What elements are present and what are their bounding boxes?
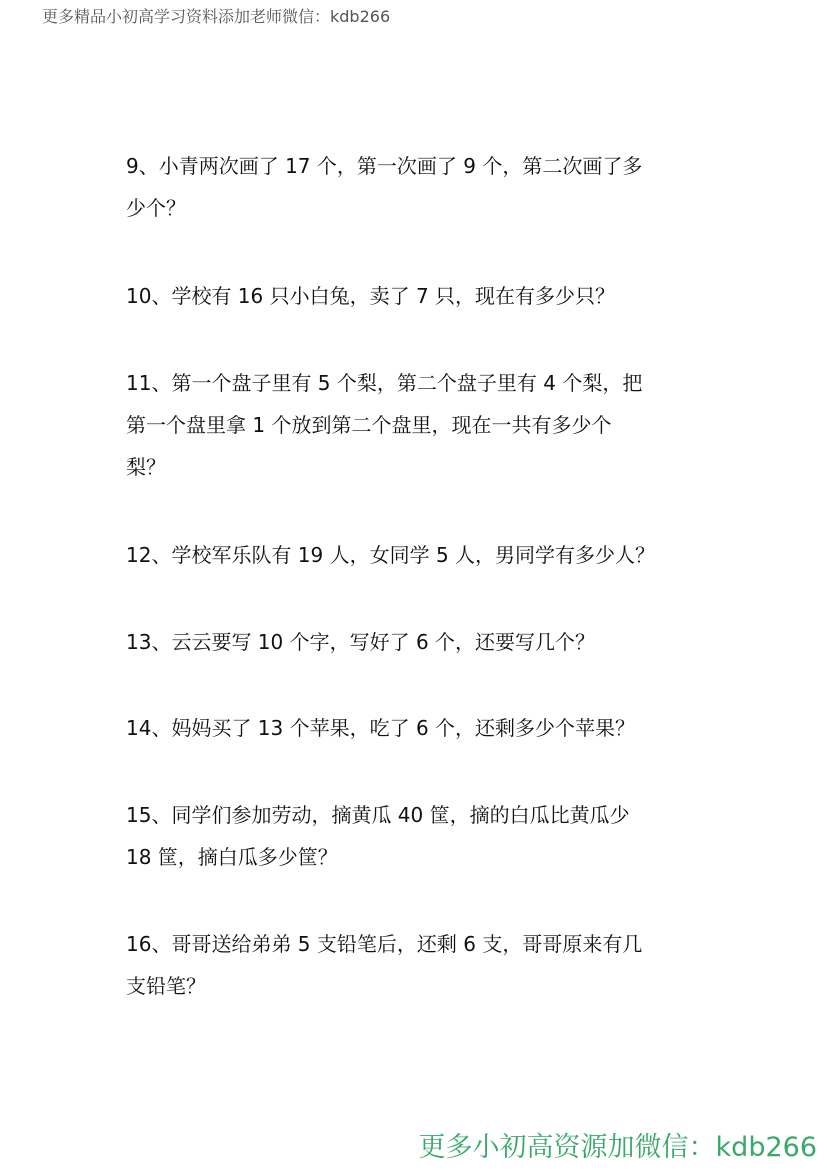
question-15 [126,794,630,878]
question-11 [126,362,642,488]
question-line: 9、小青两次画了 17 个，第一次画了 9 个，第二次画了多 [126,154,643,178]
question-13 [126,621,595,663]
header-watermark-text: 更多精品小初高学习资料添加老师微信：kdb266 [42,7,391,26]
question-line: 梨？ [126,455,166,479]
question-12 [126,534,655,576]
question-line: 第一个盘里拿 1 个放到第二个盘里，现在一共有多少个 [126,413,612,437]
question-line: 14、妈妈买了 13 个苹果，吃了 6 个，还剩多少个苹果？ [126,716,636,740]
question-10 [126,275,615,317]
question-line: 16、哥哥送给弟弟 5 支铅笔后，还剩 6 支，哥哥原来有几 [126,932,643,956]
question-9 [126,145,642,229]
question-line: 13、云云要写 10 个字，写好了 6 个，还要写几个？ [126,630,596,654]
question-line: 18 筐，摘白瓜多少筐？ [126,845,338,869]
question-16 [126,923,642,1007]
question-line: 15、同学们参加劳动，摘黄瓜 40 筐，摘的白瓜比黄瓜少 [126,803,630,827]
question-line: 11、第一个盘子里有 5 个梨，第二个盘子里有 4 个梨，把 [126,371,643,395]
question-line: 支铅笔？ [126,974,206,998]
footer-watermark-text: 更多小初高资源加微信：kdb266 [418,1132,817,1163]
question-14 [126,707,635,749]
question-line: 10、学校有 16 只小白兔，卖了 7 只，现在有多少只？ [126,284,616,308]
question-line: 少个？ [126,196,186,220]
question-line: 12、学校军乐队有 19 人，女同学 5 人，男同学有多少人？ [126,543,656,567]
